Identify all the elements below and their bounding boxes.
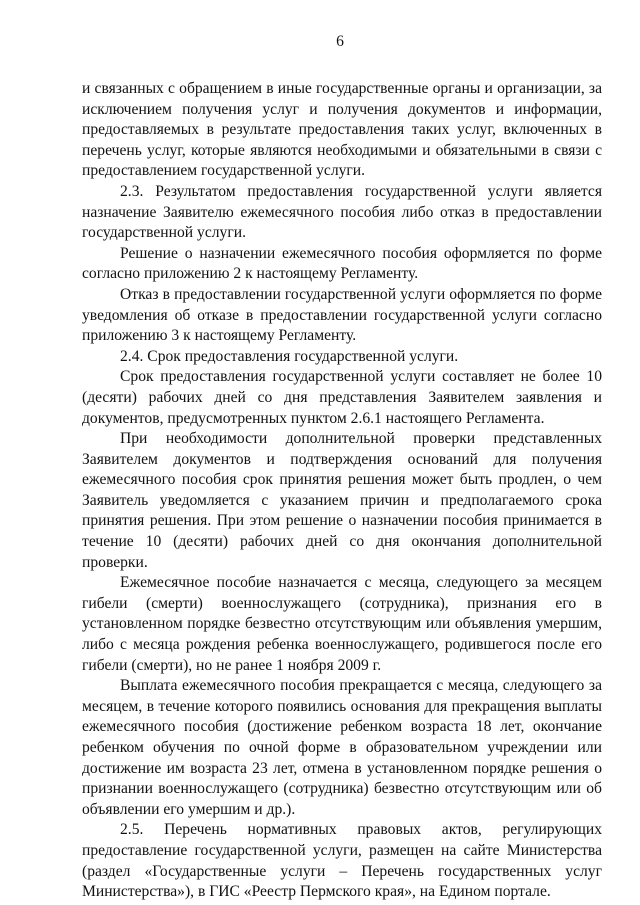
paragraph-9: Выплата ежемесячного пособия прекращается с месяца, следующего за месяцем, в течение которого появились основания для прекращения выплаты ежемесячного пособия (достижение ребенком возраста 18 лет, окончание ребенком обучения по очной форме в образовательном учреждении или достижение им возраста 23 лет, отмена в установленном порядке решения о признании военнослужащего (сотрудника) безвестно отсутствующим или об объявлении его умершим и др.). <box>82 677 602 818</box>
paragraph-1: и связанных с обращением в иные государственные органы и организации, за исключением получения услуг и получения документов и информации, предоставляемых в результате предоставления таких услуг, включенных в перечень услуг, которые являются необходимыми и обязательными в связи с предоставлением государственной услуги. <box>82 80 602 180</box>
page-number: 6 <box>336 33 344 50</box>
paragraph-10: 2.5. Перечень нормативных правовых актов, регулирующих предоставление государственной услуги, размещен на сайте Министерства (раздел «Государственные услуги – Перечень государственных услуг Министерства»), в ГИС «Реестр Пермского края», на Едином портале. <box>82 821 602 901</box>
paragraph-7: При необходимости дополнительной проверки представленных Заявителем документов и подтверждения оснований для получения ежемесячного пособия срок принятия решения может быть продлен, о чем Заявитель уведомляется с указанием причин и предполагаемого срока принятия решения. При этом решение о назначении пособия принимается в течение 10 (десяти) рабочих дней со дня окончания дополнительной проверки. <box>82 430 602 571</box>
paragraph-5: 2.4. Срок предоставления государственной услуги. <box>120 347 459 365</box>
paragraph-2: 2.3. Результатом предоставления государственной услуги является назначение Заявителю ежемесячного пособия либо отказ в предоставлении государственной услуги. <box>82 182 602 242</box>
paragraph-6: Срок предоставления государственной услуги составляет не более 10 (десяти) рабочих дней со дня представления Заявителем заявления и документов, предусмотренных пунктом 2.6.1 настоящего Регламента. <box>82 368 602 427</box>
paragraph-4: Отказ в предоставлении государственной услуги оформляется по форме уведомления об отказе в предоставлении государственной услуги согласно приложению 3 к настоящему Регламенту. <box>82 285 602 345</box>
paragraph-8: Ежемесячное пособие назначается с месяца, следующего за месяцем гибели (смерти) военнослужащего (сотрудника), признания его в установленном порядке безвестно отсутствующим или объявления умершим, либо с месяца рождения ребенка военнослужащего, родившегося после его гибели (смерти), но не ранее 1 ноября 2009 г. <box>82 574 602 674</box>
paragraph-3: Решение о назначении ежемесячного пособия оформляется по форме согласно приложению 2 к настоящему Регламенту. <box>82 244 602 283</box>
